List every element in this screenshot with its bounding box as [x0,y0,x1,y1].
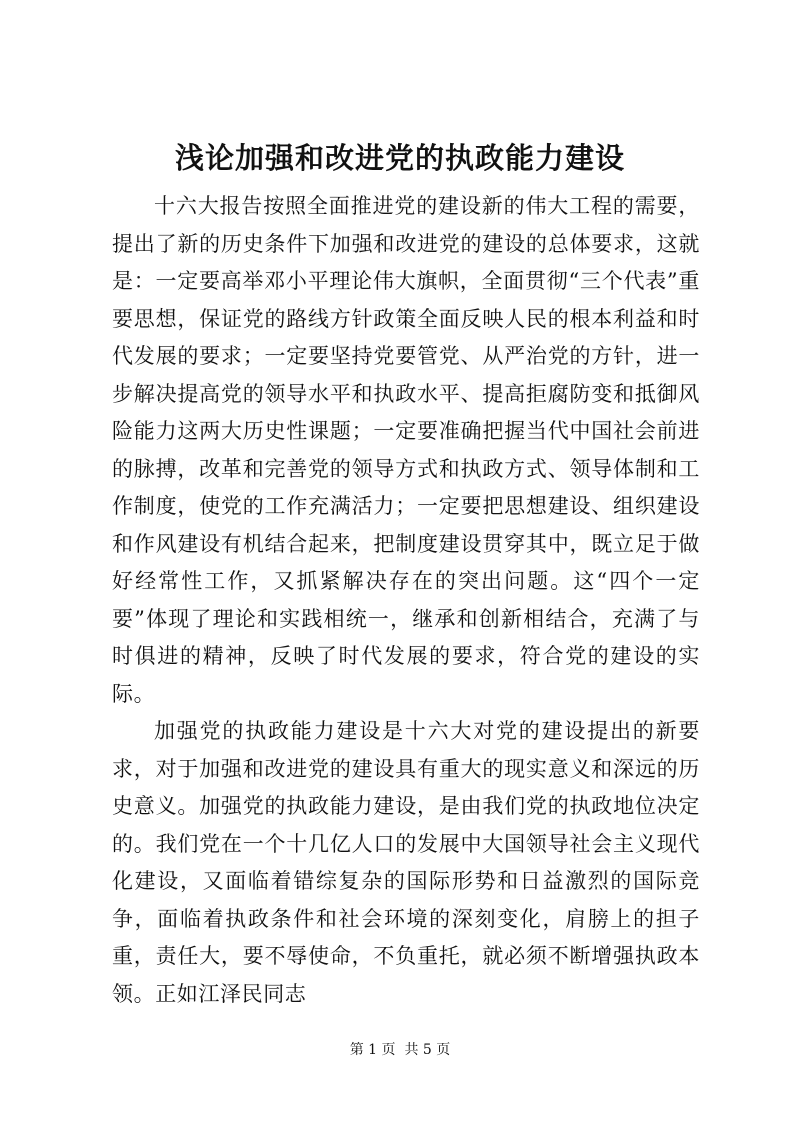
page-number-label: 第 1 页 共 5 页 [349,1042,451,1058]
paragraph: 十六大报告按照全面推进党的建设新的伟大工程的需要，提出了新的历史条件下加强和改进党的建设的总体要求，这就是：一定要高举邓小平理论伟大旗帜，全面贯彻“三个代表”重要思想，保证党的路线方针政策全面反映人民的根本利益和时代发展的要求；一定要坚持党要管党、从严治党的方针，进一步解决提高党的领导水平和执政水平、提高拒腐防变和抵御风险能力这两大历史性课题；一定要准确把握当代中国社会前进的脉搏，改革和完善党的领导方式和执政方式、领导体制和工作制度，使党的工作充满活力；一定要把思想建设、组织建设和作风建设有机结合起来，把制度建设贯穿其中，既立足于做好经常性工作，又抓紧解决存在的突出问题。这“四个一定要”体现了理论和实践相统一，继承和创新相结合，充满了与时俱进的精神，反映了时代发展的要求，符合党的建设的实际。 [112,194,700,706]
document-title: 浅论加强和改进党的执政能力建设 [174,141,625,175]
page-footer [0,1040,800,1060]
paragraph: 加强党的执政能力建设是十六大对党的建设提出的新要求，对于加强和改进党的建设具有重大的现实意义和深远的历史意义。加强党的执政能力建设，是由我们党的执政地位决定的。我们党在一个十几亿人口的发展中大国领导社会主义现代化建设，又面临着错综复杂的国际形势和日益激烈的国际竞争，面临着执政条件和社会环境的深刻变化，肩膀上的担子重，责任大，要不辱使命，不负重托，就必须不断增强执政本领。正如江泽民同志 [112,719,700,1006]
document-body [112,188,700,1013]
